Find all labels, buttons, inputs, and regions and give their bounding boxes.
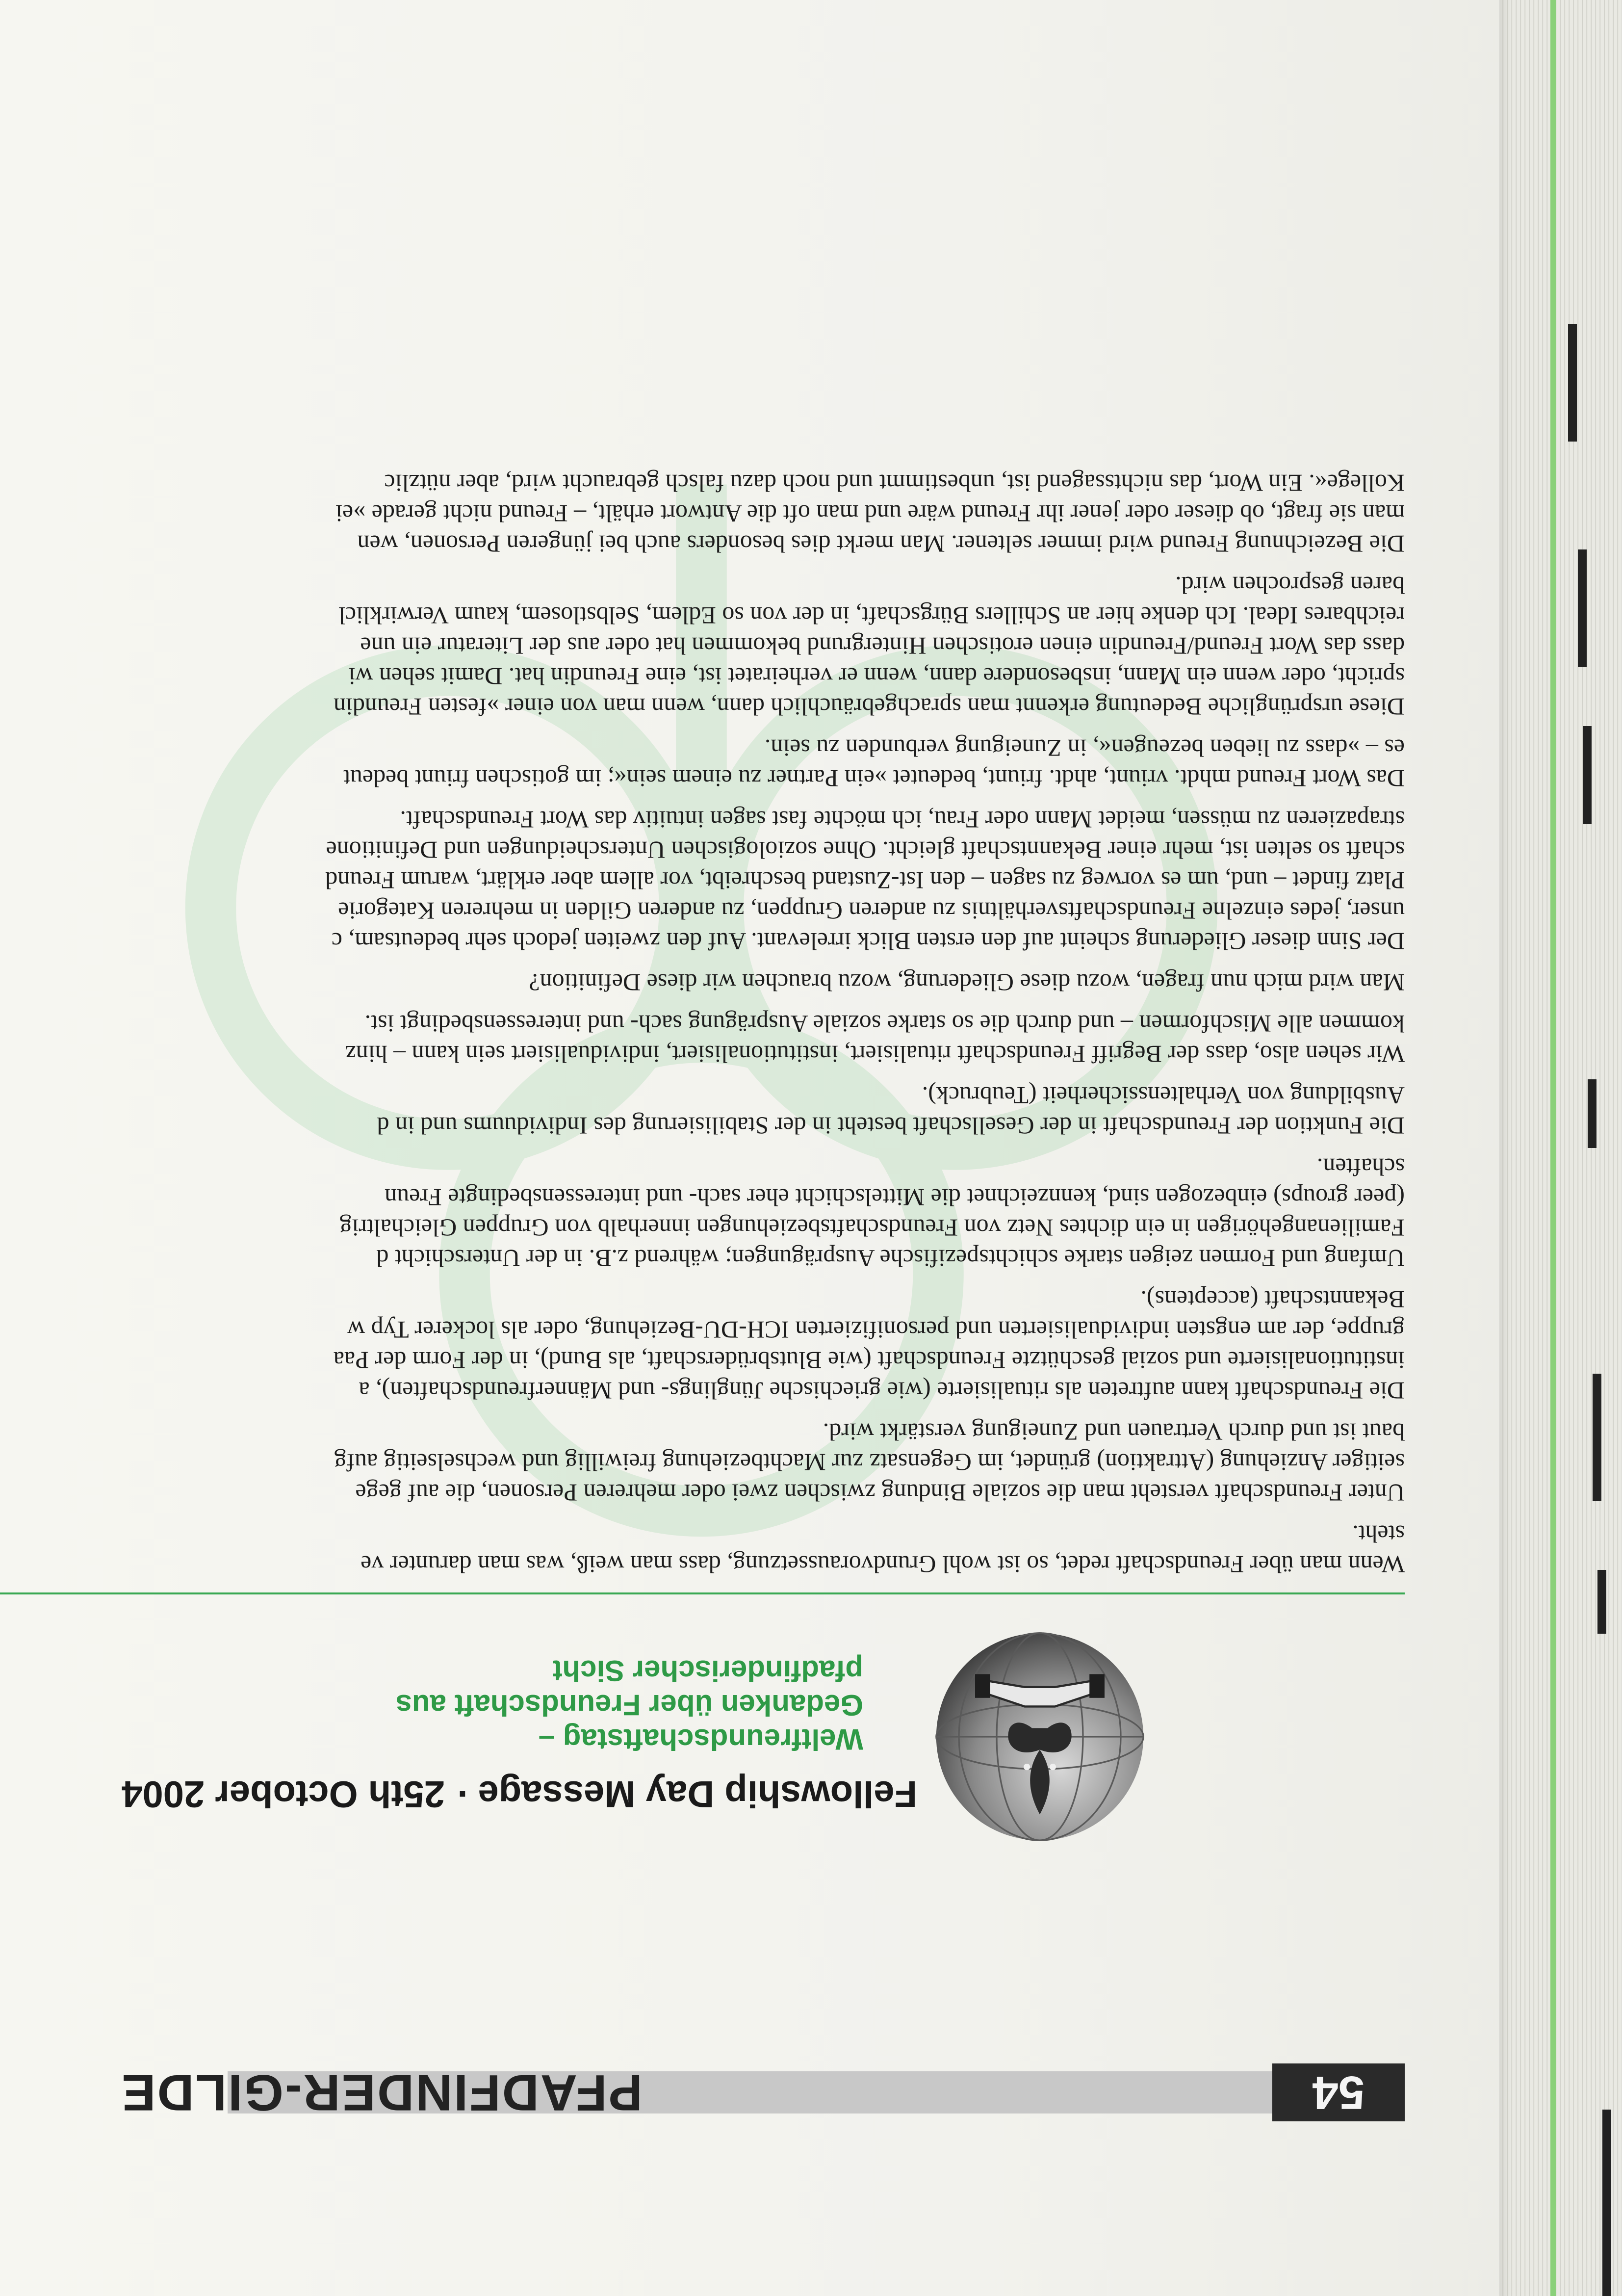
text-line: Wir sehen also, dass der Begriff Freundschaft ritualisiert, institutionalisiert, individualisiert sein kann – hinz — [345, 1041, 1405, 1068]
article-body — [0, 457, 1405, 1580]
edge-marker — [1588, 1079, 1596, 1148]
text-line: Unter Freundschaft versteht man die soziale Bindung zwischen zwei oder mehreren Personen, die auf gege — [355, 1479, 1405, 1507]
paragraph — [0, 1284, 1405, 1406]
page-subtitle — [177, 1653, 863, 1756]
text-line: Bekanntschaft (acceptens). — [1140, 1286, 1405, 1313]
paragraph — [0, 1152, 1405, 1274]
edge-marker — [1597, 1570, 1606, 1634]
green-divider — [0, 1592, 1405, 1594]
text-line: kommen alle Mischformen – und durch die so starke soziale Ausprägung sach- und interessensbedingt ist. — [364, 1010, 1405, 1038]
text-line: Ausbildung von Verhaltenssicherheit (Teubruck). — [922, 1082, 1405, 1109]
paragraph — [0, 468, 1405, 559]
edge-marker — [1602, 2110, 1611, 2296]
paragraph — [0, 805, 1405, 957]
text-line: Der Sinn dieser Gliederung scheint auf den ersten Blick irrelevant. Auf den zweiten jedoch sehr bedeutsam, c — [331, 928, 1405, 955]
text-line: dass das Wort Freund/Freundin einen erotischen Hintergrund bekommen hat oder aus der Literatur ein une — [360, 632, 1405, 660]
subtitle-line: Gedanken über Freundschaft aus — [395, 1689, 863, 1722]
subtitle-line: pfadfinderischer Sicht — [552, 1654, 863, 1687]
paragraph — [0, 967, 1405, 998]
green-page-edge — [1550, 0, 1556, 2296]
text-line: institutionalisierte und sozial geschützte Freundschaft (wie Blutsbrüderschaft, als Bund), in der Form der Paa — [333, 1347, 1405, 1374]
scout-fellowship-globe-icon — [932, 1629, 1148, 1845]
edge-marker — [1578, 549, 1587, 667]
text-line: Die Freundschaft kann auftreten als ritualisierte (wie griechische Jünglings- und Männerfreundschaften), a — [359, 1377, 1405, 1405]
text-line: man sie fragt, ob dieser oder jener ihr Freund wäre und man oft die Antwort erhält, – Freund nicht gerade »ei — [335, 500, 1405, 527]
text-line: Kollege«. Ein Wort, das nichtssagend ist, unbestimmt und noch dazu falsch gebraucht wird, aber nützlic — [384, 470, 1405, 497]
page-title: Fellowship Day Message · 25th October 2004 — [122, 1773, 917, 1815]
text-line: baut ist und durch Vertrauen und Zuneigung verstärkt wird. — [823, 1418, 1405, 1446]
text-line: steht. — [1352, 1520, 1405, 1548]
text-line: unser, jedes einzelne Freundschaftsverhältnis zu anderen Gruppen, zu anderen Gilden in mehreren Kategorie — [338, 897, 1405, 925]
text-line: baren gesprochen wird. — [1175, 572, 1405, 599]
edge-marker — [1583, 726, 1592, 824]
page-number: 54 — [1272, 2063, 1405, 2121]
text-line: Diese ursprüngliche Bedeutung erkennt man sprachgebräuchlich dann, wenn man von einer »festen Freundin — [333, 693, 1405, 721]
text-line: seitiger Anziehung (Attraktion) gründet, im Gegensatz zur Machtbeziehung freiwillig und wechselseitig aufg — [334, 1449, 1405, 1476]
paragraph — [0, 1009, 1405, 1070]
paragraph — [0, 1417, 1405, 1508]
edge-marker — [1593, 1374, 1601, 1501]
text-line: Familienangehörigen in ein dichtes Netz von Freundschaftsbeziehungen innerhalb von Gruppen Gleichaltrig — [339, 1214, 1405, 1242]
book-page-edge — [1499, 0, 1622, 2296]
paragraph — [0, 570, 1405, 722]
text-line: Das Wort Freund mhdt. vriunt, ahdt. friunt, bedeutet »ein Partner zu einem sein«; im gotischen friunt bedeut — [343, 765, 1405, 792]
text-line: Man wird mich nun fragen, wozu diese Gliederung, wozu brauchen wir diese Definition? — [529, 969, 1405, 996]
text-line: es – »dass zu lieben bezeugen«, in Zuneigung verbunden zu sein. — [764, 734, 1405, 762]
paragraph — [0, 1080, 1405, 1141]
binding-shadow — [1499, 0, 1511, 2296]
text-line: Die Funktion der Freundschaft in der Gesellschaft besteht in der Stabilisierung des Individuums und in d — [377, 1112, 1405, 1140]
text-line: Umfang und Formen zeigen starke schichtspezifische Ausprägungen; während z.B. in der Unterschicht d — [376, 1245, 1405, 1272]
text-line: gruppe, der am engsten individualisierten und personifizierten ICH-DU-Beziehung, oder als lockerer Typ w — [347, 1316, 1405, 1344]
paragraph — [0, 1519, 1405, 1580]
text-line: strapazieren zu müssen, meidet Mann oder Frau, ich möchte fast sagen intuitiv das Wort Freundschaft. — [400, 806, 1405, 834]
text-line: Platz findet – und, um es vorweg zu sagen – den Ist-Zustand beschreibt, vor allem aber erklärt, warum Freund — [325, 867, 1405, 894]
subtitle-line: Weltfreundschaftstag – — [538, 1723, 863, 1756]
text-line: spricht, oder wenn ein Mann, insbesondere dann, wenn er verheiratet ist, eine Freundin hat. Damit sehen wi — [348, 663, 1405, 690]
text-line: Wenn man über Freundschaft redet, so ist wohl Grundvoraussetzung, dass man weiß, was man darunter ve — [360, 1551, 1405, 1578]
organization-name: PFADFINDER-GILDE — [120, 2064, 643, 2121]
text-line: Die Bezeichnung Freund wird immer seltener. Man merkt dies besonders auch bei jüngeren Personen, wen — [357, 530, 1405, 558]
paragraph — [0, 733, 1405, 794]
text-line: schaft so selten ist, mehr einer Bekanntschaft gleicht. Ohne soziologischen Unterscheidungen und Definitione — [326, 836, 1405, 864]
text-line: (peer groups) einbezogen sind, kennzeichnet die Mittelschicht eher sach- und interessensbedingte Freun — [385, 1184, 1405, 1211]
edge-marker — [1568, 324, 1577, 442]
text-line: schaften. — [1316, 1153, 1405, 1181]
text-line: reichbares Ideal. Ich denke hier an Schillers Bürgschaft, in der von so Edlem, Selbstlosem, kaum Verwirklicl — [338, 602, 1405, 629]
